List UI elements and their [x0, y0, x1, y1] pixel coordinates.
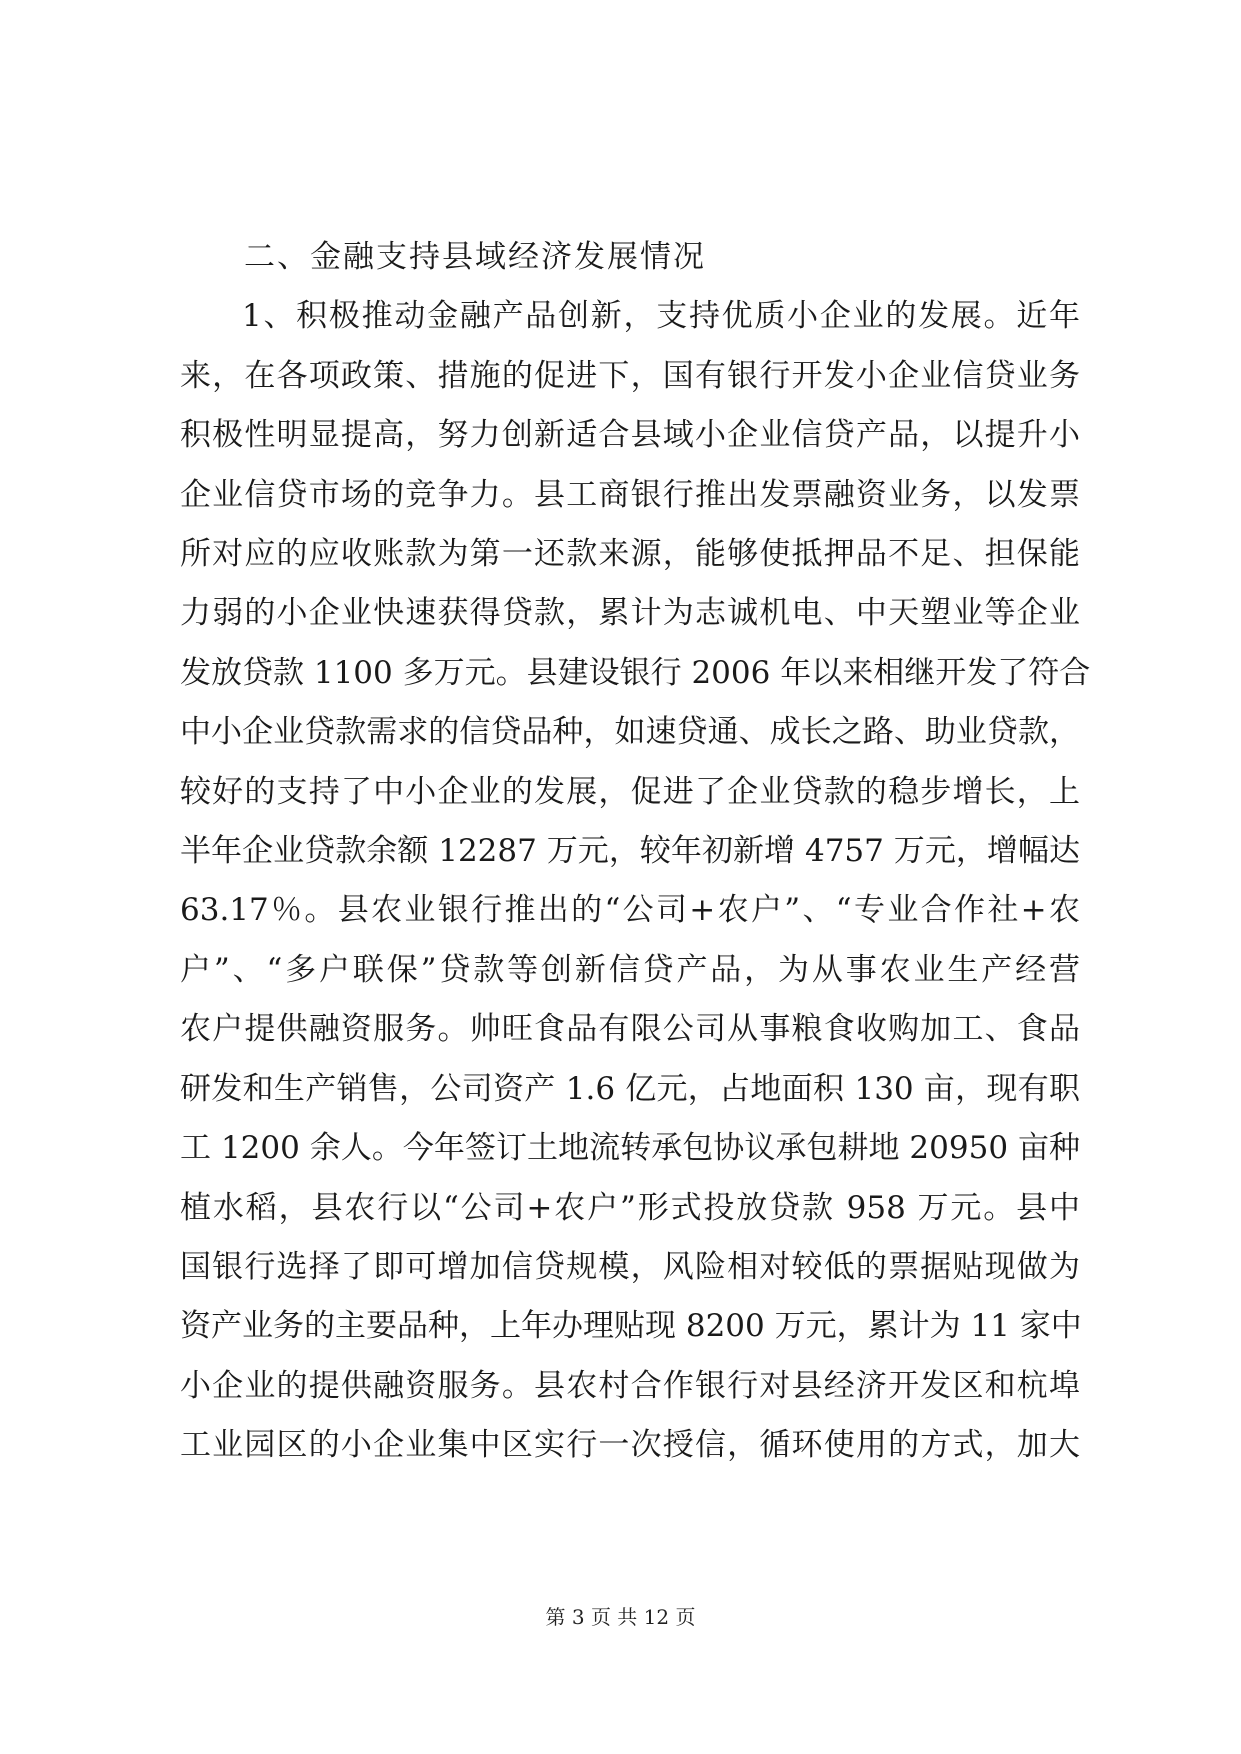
paragraph-line: 户”、“多户联保”贷款等创新信贷产品，为从事农业生产经营: [180, 951, 1080, 988]
paragraph-line: 积极性明显提高，努力创新适合县域小企业信贷产品，以提升小: [180, 417, 1080, 454]
paragraph-line: 发放贷款 1100 多万元。县建设银行 2006 年以来相继开发了符合: [180, 654, 1091, 691]
paragraph-line: 工 1200 余人。今年签订土地流转承包协议承包耕地 20950 亩种: [180, 1130, 1080, 1167]
paragraph-line: 1、积极推动金融产品创新，支持优质小企业的发展。近年: [242, 298, 1080, 335]
page-indicator: 第 3 页 共 12 页: [545, 1605, 696, 1629]
paragraph-line: 资产业务的主要品种，上年办理贴现 8200 万元，累计为 11 家中: [180, 1308, 1082, 1345]
paragraph-line: 63.17％。县农业银行推出的“公司+农户”、“专业合作社+农: [180, 892, 1080, 929]
paragraph-line: 力弱的小企业快速获得贷款，累计为志诚机电、中天塑业等企业: [180, 595, 1080, 632]
document-body: [180, 228, 1091, 1476]
paragraph-line: 工业园区的小企业集中区实行一次授信，循环使用的方式，加大: [180, 1427, 1080, 1464]
section-heading: 二、金融支持县域经济发展情况: [244, 239, 706, 275]
paragraph-line: 农户提供融资服务。帅旺食品有限公司从事粮食收购加工、食品: [180, 1011, 1080, 1048]
paragraph-line: 较好的支持了中小企业的发展，促进了企业贷款的稳步增长，上: [180, 773, 1080, 810]
paragraph-line: 企业信贷市场的竞争力。县工商银行推出发票融资业务，以发票: [180, 476, 1080, 513]
paragraph-line: 中小企业贷款需求的信贷品种，如速贷通、成长之路、助业贷款，: [180, 714, 1080, 751]
paragraph-line: 半年企业贷款余额 12287 万元，较年初新增 4757 万元，增幅达: [180, 833, 1080, 870]
paragraph-line: 植水稻，县农行以“公司+农户”形式投放贷款 958 万元。县中: [180, 1189, 1080, 1226]
paragraph-line: 来，在各项政策、措施的促进下，国有银行开发小企业信贷业务: [180, 357, 1080, 394]
paragraph-line: 国银行选择了即可增加信贷规模，风险相对较低的票据贴现做为: [180, 1248, 1080, 1285]
paragraph-line: 所对应的应收账款为第一还款来源，能够使抵押品不足、担保能: [180, 536, 1080, 573]
paragraph-line: 研发和生产销售，公司资产 1.6 亿元，占地面积 130 亩，现有职: [180, 1070, 1080, 1107]
page-footer: [0, 1601, 1241, 1630]
paragraph-line: 小企业的提供融资服务。县农村合作银行对县经济开发区和杭埠: [180, 1367, 1080, 1404]
